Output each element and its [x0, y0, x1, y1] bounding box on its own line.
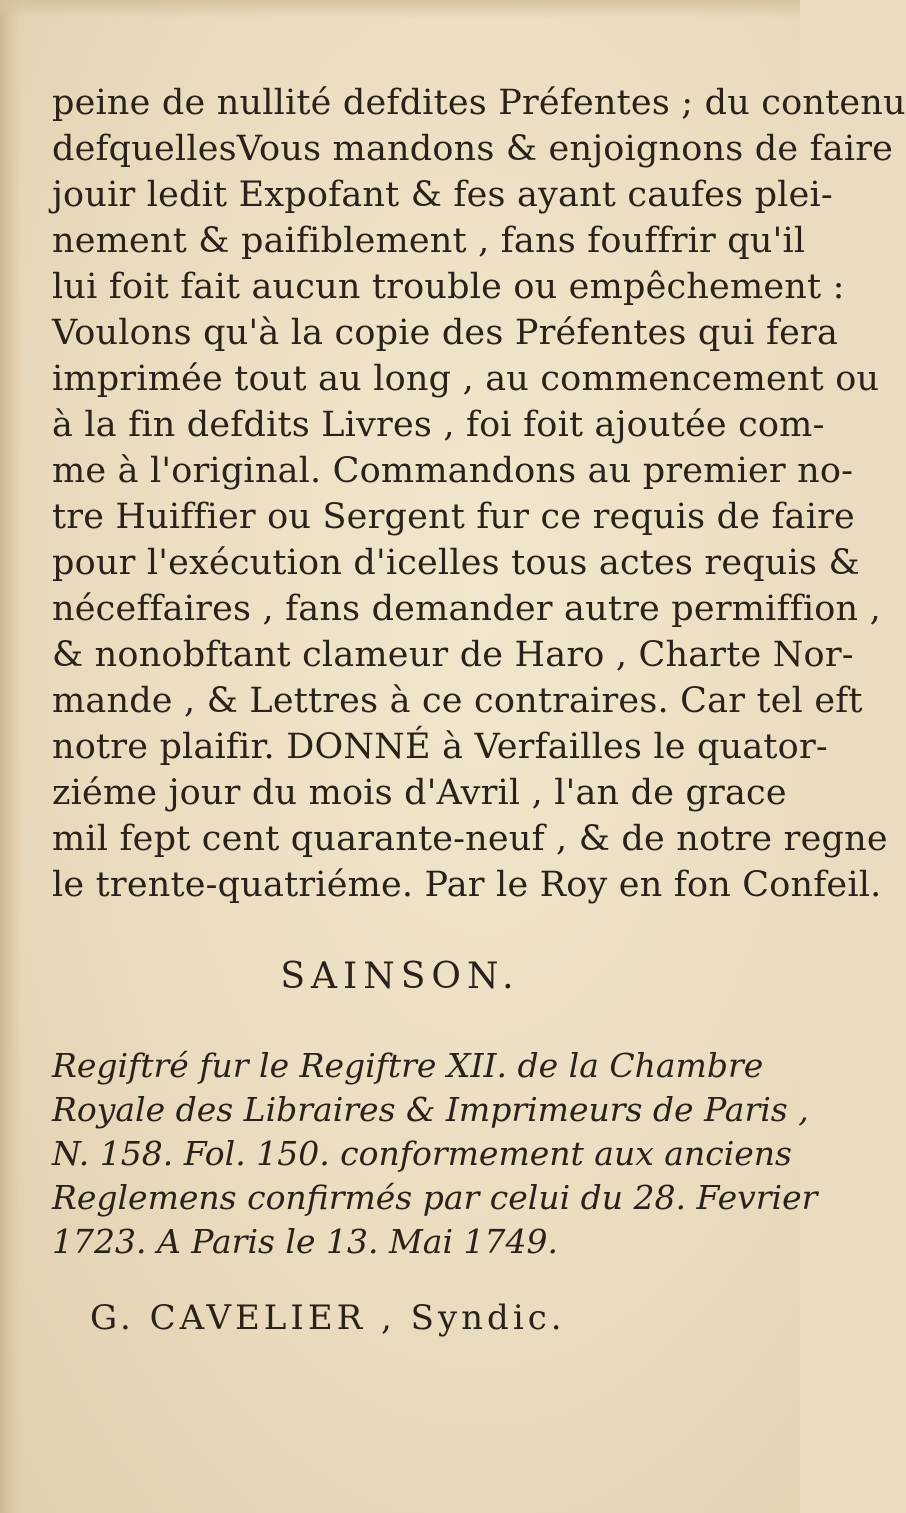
body-line: defquellesVous mandons & enjoignons de faire	[52, 129, 894, 169]
body-line: Voulons qu'à la copie des Préfentes qui fera	[52, 313, 839, 353]
body-line: néceffaires , fans demander autre permiffion ,	[52, 589, 881, 629]
registration-line: N. 158. Fol. 150. conformement aux anciens	[52, 1134, 792, 1173]
body-line: tre Huiffier ou Sergent fur ce requis de faire	[52, 497, 855, 537]
body-line: notre plaifir. DONNÉ à Verfailles le quator-	[52, 727, 828, 767]
page-gutter	[0, 0, 22, 1513]
body-line: le trente-quatriéme. Par le Roy en fon Confeil.	[52, 865, 882, 905]
body-line: jouir ledit Expofant & fes ayant caufes plei-	[52, 175, 833, 215]
registration-line: 1723. A Paris le 13. Mai 1749.	[52, 1222, 558, 1261]
body-line: me à l'original. Commandons au premier no-	[52, 451, 854, 491]
body-line: nement & paifiblement , fans fouffrir qu'il	[52, 221, 806, 261]
body-line: imprimée tout au long , au commencement ou	[52, 359, 880, 399]
body-line: pour l'exécution d'icelles tous actes requis &	[52, 543, 860, 583]
body-line: mande , & Lettres à ce contraires. Car tel eft	[52, 681, 863, 721]
registration-line: Royale des Libraires & Imprimeurs de Paris ,	[52, 1090, 809, 1129]
body-line: peine de nullité defdites Préfentes ; du contenu	[52, 83, 906, 123]
page-top-edge	[0, 0, 800, 18]
body-line: & nonobftant clameur de Haro , Charte Nor-	[52, 635, 854, 675]
body-line: lui foit fait aucun trouble ou empêchement :	[52, 267, 845, 307]
signature: SAINSON.	[280, 956, 520, 997]
syndic-signature: G. CAVELIER , Syndic.	[90, 1298, 566, 1338]
body-line: ziéme jour du mois d'Avril , l'an de grace	[52, 773, 787, 813]
registration-line: Reglemens confirmés par celui du 28. Fevrier	[52, 1178, 818, 1217]
registration-line: Regiftré fur le Regiftre XII. de la Chambre	[52, 1046, 764, 1085]
body-line: mil fept cent quarante-neuf , & de notre regne	[52, 819, 888, 859]
body-line: à la fin defdits Livres , foi foit ajoutée com-	[52, 405, 825, 445]
